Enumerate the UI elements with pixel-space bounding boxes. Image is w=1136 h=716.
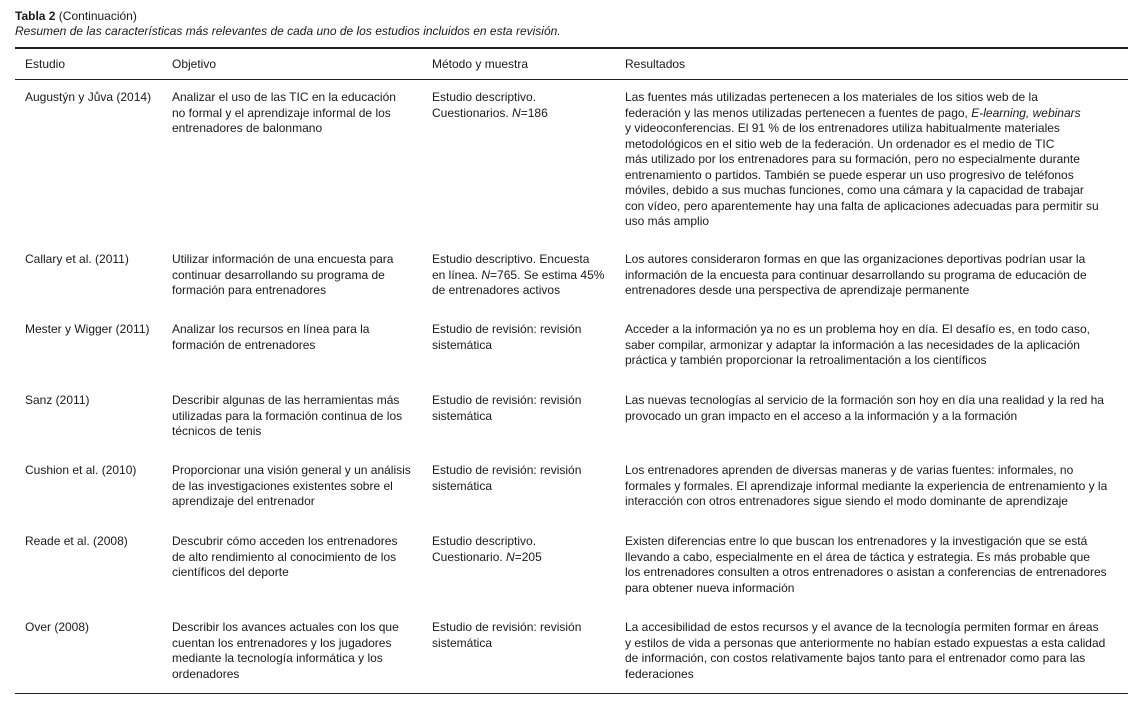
cell-metodo — [432, 620, 581, 651]
cell-line: Los autores consideraron formas en que las organizaciones deportivas podrían usar la — [625, 252, 1086, 266]
cell-line: y estilos de vida a personas que anteriormente no habían estado expuestas a esta calidad — [625, 635, 1106, 650]
cell-objetivo — [172, 322, 369, 353]
cell-resultados — [625, 534, 1107, 596]
cell-line: La accesibilidad de estos recursos y el avance de la tecnología permiten formar en áreas — [625, 620, 1099, 634]
cell-line: Descubrir cómo acceden los entrenadores — [172, 534, 398, 548]
cell-line: Proporcionar una visión general y un análisis — [172, 463, 411, 477]
cell-objetivo — [172, 534, 397, 581]
text-segment: =186 — [520, 105, 548, 120]
cell-estudio — [25, 252, 129, 268]
cell-line: utilizadas para la formación continua de los — [172, 408, 403, 423]
table-subtitle: Resumen de las características más relevantes de cada uno de los estudios incluidos en esta revisión. — [15, 24, 561, 38]
header-estudio: Estudio — [25, 57, 66, 71]
cell-line: sistemática — [432, 337, 493, 352]
cell-line — [432, 268, 604, 284]
cell-line: Las nuevas tecnologías al servicio de la formación son hoy en día una realidad y la red ha — [625, 393, 1104, 407]
cell-line: llevando a cabo, especialmente en el área de táctica y estrategia. Es más probable que — [625, 549, 1090, 564]
cell-line: Cushion et al. (2010) — [25, 463, 137, 477]
italic-text: N — [506, 549, 515, 564]
cell-line: con vídeo, pero aparentemente hay una falta de aplicaciones adecuadas para permitir su — [625, 198, 1099, 213]
cell-line: metodológicos en el sitio web de la federación. Un ordenador es el medio de TIC — [625, 136, 1055, 151]
top-rule — [15, 47, 1128, 49]
italic-text: N — [481, 267, 491, 282]
cell-line: sistemática — [432, 408, 493, 423]
cell-line: Analizar los recursos en línea para la — [172, 322, 370, 336]
cell-line: científicos del deporte — [172, 565, 289, 579]
cell-line: Estudio descriptivo. — [432, 90, 537, 104]
cell-resultados — [625, 393, 1104, 424]
cell-estudio — [25, 322, 149, 338]
text-segment: =765. Se estima 45% — [490, 267, 605, 282]
cell-estudio — [25, 393, 89, 409]
cell-line: Estudio de revisión: revisión — [432, 393, 582, 407]
cell-line: los entrenadores consulten a otros entrenadores o asistan a conferencias de entrenadores — [625, 565, 1107, 579]
text-segment: federación y las menos utilizadas pertenecen a fuentes de pago, — [625, 105, 972, 120]
cell-line: Los entrenadores aprenden de diversas maneras y de varias fuentes: informales, no — [625, 463, 1074, 477]
cell-line: cuentan los entrenadores y los jugadores — [172, 635, 392, 650]
cell-objetivo — [172, 393, 402, 440]
cell-estudio — [25, 620, 89, 636]
cell-line: formación para entrenadores — [172, 283, 327, 297]
cell-line: formación de entrenadores — [172, 337, 316, 352]
cell-line — [432, 550, 542, 566]
cell-line: federaciones — [625, 666, 694, 681]
table-label-suffix: (Continuación) — [55, 9, 137, 23]
cell-line: saber compilar, armonizar y adaptar la información a las necesidades de la aplicación — [625, 337, 1080, 352]
cell-line: Describir algunas de las herramientas más — [172, 393, 400, 407]
cell-line: Callary et al. (2011) — [25, 252, 129, 266]
cell-metodo — [432, 463, 581, 494]
cell-estudio — [25, 534, 128, 550]
italic-text: N — [512, 105, 521, 120]
cell-line: Augustýn y Jůva (2014) — [25, 90, 152, 104]
table-label: Tabla 2 — [15, 9, 56, 23]
cell-metodo — [432, 322, 581, 353]
cell-line: y videoconferencias. El 91 % de los entrenadores utiliza habitualmente materiales — [625, 121, 1060, 135]
cell-line: Estudio descriptivo. Encuesta — [432, 252, 590, 266]
header-rule — [15, 79, 1128, 80]
cell-line: de entrenadores activos — [432, 283, 561, 297]
cell-line: Las fuentes más utilizadas pertenecen a los materiales de los sitios web de la — [625, 90, 1038, 104]
cell-line: mediante la tecnología informática y los — [172, 651, 383, 665]
cell-line: de alto rendimiento al conocimiento de los — [172, 549, 397, 564]
cell-line: continuar desarrollando su programa de — [172, 267, 385, 282]
cell-line: ordenadores — [172, 666, 240, 681]
cell-line: no formal y el aprendizaje informal de los — [172, 105, 391, 120]
header-metodo: Método y muestra — [432, 57, 529, 71]
cell-resultados — [625, 463, 1107, 510]
cell-objetivo — [172, 90, 396, 137]
cell-line: más utilizado por los entrenadores para su formación, pero no especialmente durante — [625, 152, 1080, 166]
cell-line: formales y formales. El aprendizaje informal mediante la experiencia de entrenamiento y la — [625, 478, 1108, 493]
cell-line: entrenamiento o partidos. También se puede esperar un uso progresivo de teléfonos — [625, 167, 1074, 182]
cell-resultados — [625, 252, 1087, 299]
cell-metodo — [432, 90, 548, 121]
text-segment: Cuestionario. — [432, 549, 507, 564]
cell-line: práctica y también proporcionar la retroalimentación a los científicos — [625, 353, 987, 367]
cell-estudio — [25, 90, 151, 106]
cell-line: de las investigaciones existentes sobre el — [172, 478, 393, 493]
cell-line: técnicos de tenis — [172, 424, 262, 438]
cell-objetivo — [172, 463, 411, 510]
cell-line: Mester y Wigger (2011) — [25, 322, 150, 336]
cell-line: uso más amplio — [625, 214, 710, 228]
cell-line: Existen diferencias entre lo que buscan los entrenadores y la investigación que se está — [625, 534, 1088, 548]
text-segment: Cuestionarios. — [432, 105, 513, 120]
table-caption — [15, 9, 137, 23]
cell-line: aprendizaje del entrenador — [172, 494, 315, 508]
cell-line: móviles, debido a sus muchas funciones, como una cámara y la capacidad de trabajar — [625, 183, 1084, 197]
cell-line: sistemática — [432, 635, 493, 650]
cell-line: Sanz (2011) — [25, 393, 90, 407]
cell-metodo — [432, 534, 542, 565]
cell-resultados — [625, 620, 1105, 682]
header-objetivo: Objetivo — [172, 57, 217, 71]
bottom-rule — [15, 693, 1128, 694]
cell-line: Describir los avances actuales con los que — [172, 620, 399, 634]
cell-line: de información, con costos relativamente bajos tanto para el entrenador como para las — [625, 651, 1086, 665]
cell-resultados — [625, 90, 1099, 230]
cell-metodo — [432, 252, 604, 299]
cell-line: Analizar el uso de las TIC en la educación — [172, 90, 396, 104]
cell-line: Estudio de revisión: revisión — [432, 620, 582, 634]
header-resultados: Resultados — [625, 57, 686, 71]
cell-line: sistemática — [432, 478, 493, 493]
cell-line — [432, 106, 548, 122]
cell-line: Acceder a la información ya no es un problema hoy en día. El desafío es, en todo caso, — [625, 322, 1090, 336]
cell-line: Estudio de revisión: revisión — [432, 322, 582, 336]
cell-line: Estudio de revisión: revisión — [432, 463, 582, 477]
cell-resultados — [625, 322, 1090, 369]
cell-line: entrenadores de balonmano — [172, 121, 323, 135]
text-segment: en línea. — [432, 267, 482, 282]
cell-objetivo — [172, 620, 399, 682]
cell-line: Reade et al. (2008) — [25, 534, 128, 548]
cell-line — [625, 106, 1099, 122]
cell-estudio — [25, 463, 136, 479]
italic-text: E-learning, webinars — [971, 105, 1081, 120]
cell-objetivo — [172, 252, 393, 299]
cell-line: Over (2008) — [25, 620, 90, 634]
cell-line: información de la encuesta para continuar desarrollando su programa de educación de — [625, 267, 1087, 282]
cell-line: entrenadores desde una perspectiva de aprendizaje permanente — [625, 283, 970, 297]
cell-line: Estudio descriptivo. — [432, 534, 537, 548]
cell-metodo — [432, 393, 581, 424]
text-segment: =205 — [514, 549, 542, 564]
cell-line: provocado un gran impacto en el acceso a la información y a la formación — [625, 408, 1018, 423]
cell-line: Utilizar información de una encuesta para — [172, 252, 394, 266]
cell-line: para obtener nueva información — [625, 580, 795, 595]
cell-line: interacción con otros entrenadores sigue siendo el modo dominante de aprendizaje — [625, 494, 1068, 508]
